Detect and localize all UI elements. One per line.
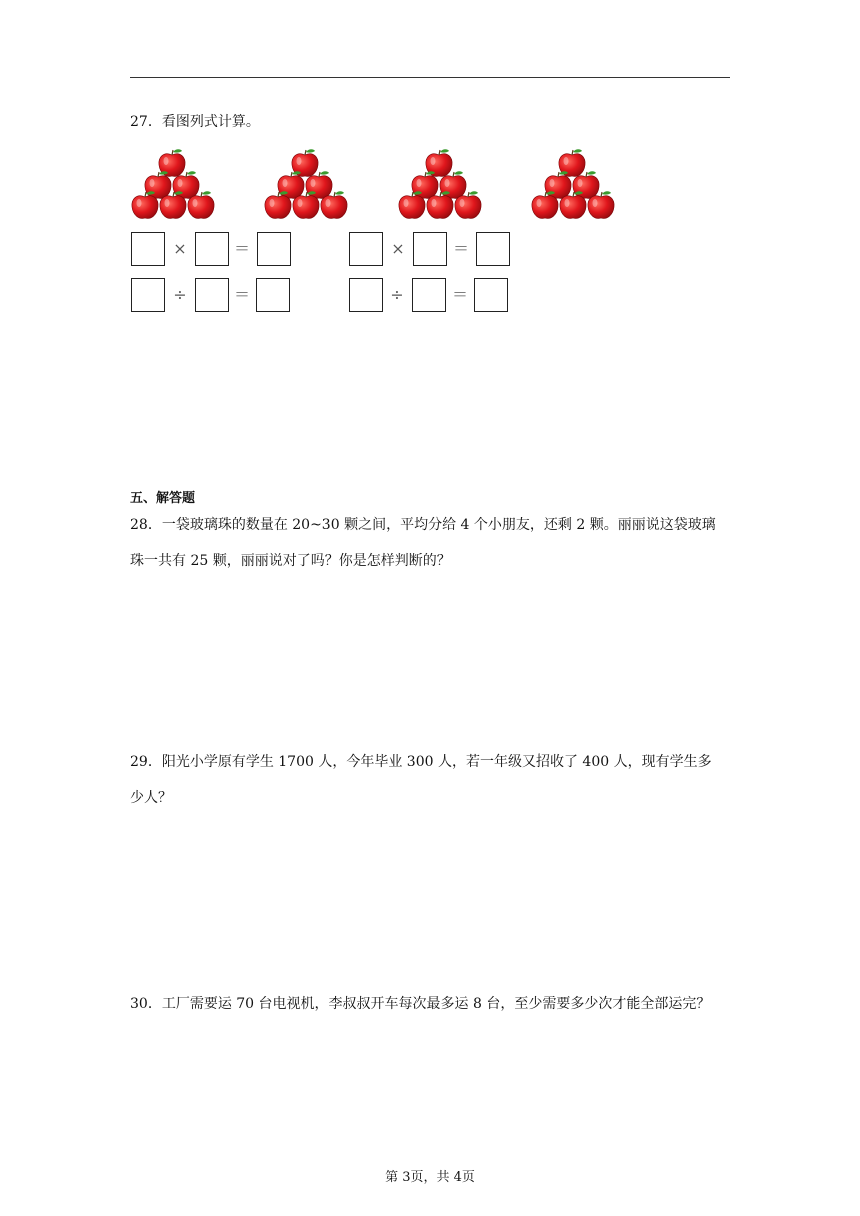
answer-box[interactable] bbox=[131, 232, 165, 266]
answer-box[interactable] bbox=[195, 278, 229, 312]
answer-box[interactable] bbox=[195, 232, 229, 266]
apple-group-2 bbox=[263, 146, 353, 220]
times-sign: × bbox=[391, 239, 405, 258]
answer-box[interactable] bbox=[256, 278, 290, 312]
apple-group-3 bbox=[397, 146, 487, 220]
question-27-label: 27．看图列式计算。 bbox=[130, 114, 260, 130]
answer-box[interactable] bbox=[349, 278, 383, 312]
answer-box[interactable] bbox=[349, 232, 383, 266]
answer-box[interactable] bbox=[413, 232, 447, 266]
section-title: 五、解答题 bbox=[130, 491, 196, 506]
answer-box[interactable] bbox=[131, 278, 165, 312]
answer-box[interactable] bbox=[476, 232, 510, 266]
header-rule bbox=[130, 77, 730, 78]
apple-group-4 bbox=[530, 146, 620, 220]
equals-sign: ＝ bbox=[234, 285, 251, 304]
equals-sign: ＝ bbox=[453, 239, 470, 258]
question-28-line-1: 28．一袋玻璃珠的数量在 20~30 颗之间，平均分给 4 个小朋友，还剩 2 颗。丽丽说这袋玻璃 bbox=[130, 517, 716, 533]
question-30-line-1: 30．工厂需要运 70 台电视机，李叔叔开车每次最多运 8 台，至少需要多少次才能全部运完？ bbox=[130, 996, 711, 1012]
equals-sign: ＝ bbox=[452, 285, 469, 304]
answer-box[interactable] bbox=[412, 278, 446, 312]
equals-sign: ＝ bbox=[234, 239, 251, 258]
answer-box[interactable] bbox=[474, 278, 508, 312]
answer-box[interactable] bbox=[257, 232, 291, 266]
times-sign: × bbox=[173, 239, 187, 258]
question-29-line-2: 少人？ bbox=[130, 790, 172, 806]
divide-sign: ÷ bbox=[173, 285, 187, 304]
apple-group-1 bbox=[130, 146, 220, 220]
question-29-line-1: 29．阳光小学原有学生 1700 人，今年毕业 300 人，若一年级又招收了 400 人，现有学生多 bbox=[130, 754, 712, 770]
question-28-line-2: 珠一共有 25 颗，丽丽说对了吗？你是怎样判断的？ bbox=[130, 553, 451, 569]
divide-sign: ÷ bbox=[390, 285, 404, 304]
page-footer: 第 3页，共 4页 bbox=[385, 1170, 475, 1185]
